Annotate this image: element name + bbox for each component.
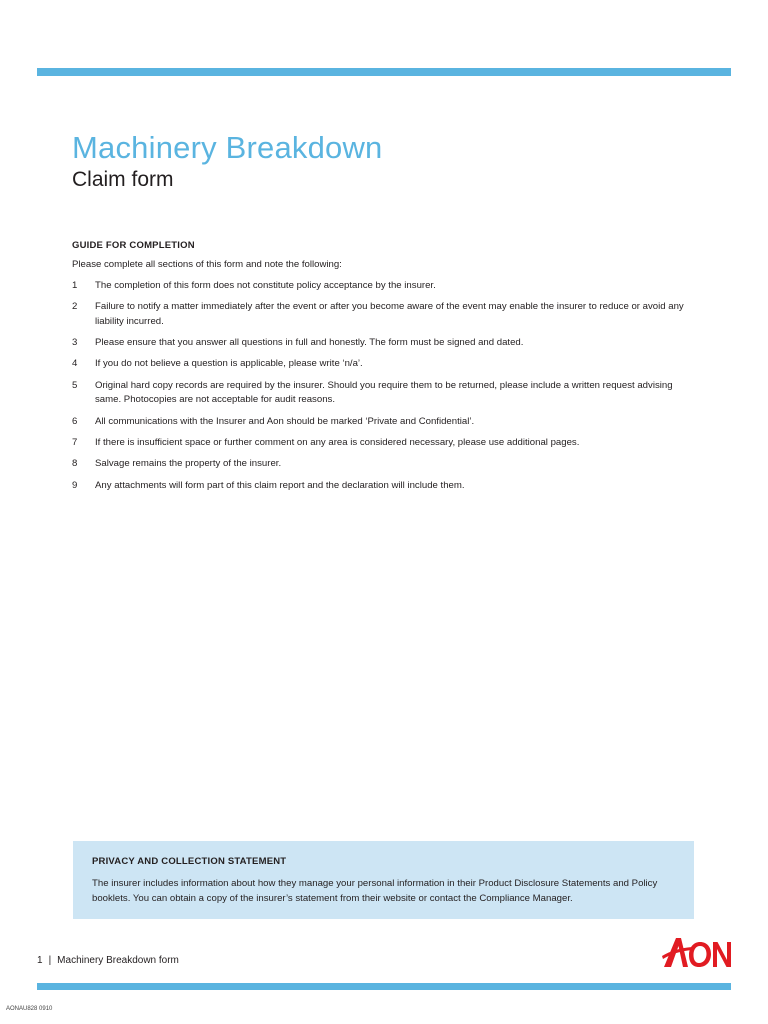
guide-item [72,436,692,450]
footer-separator: | [48,955,52,966]
privacy-heading: PRIVACY AND COLLECTION STATEMENT [92,856,287,867]
document-reference: AONAU828 0910 [6,1006,53,1012]
footer-doc-title: Machinery Breakdown form [57,955,179,966]
guide-item-text: Please ensure that you answer all questions in full and honestly. The form must be signed and dated. [95,337,524,349]
bottom-accent-bar [37,983,731,990]
privacy-text: The insurer includes information about how they manage your personal information in their Product Disclosure Statements and Policy booklets. You can obtain a copy of the insurer’s statement from their website or contact the Compliance Manager. [92,878,658,904]
guide-item [72,357,692,371]
guide-item [72,279,692,293]
page-subtitle: Claim form [72,168,174,191]
guide-item [72,479,692,493]
guide-item-text: All communications with the Insurer and Aon should be marked ‘Private and Confidential’. [95,415,475,427]
guide-item-number: 5 [72,379,78,391]
guide-item [72,415,692,429]
guide-item-text: If there is insufficient space or further comment on any area is considered necessary, please use additional pages. [95,437,580,449]
guide-heading: GUIDE FOR COMPLETION [72,240,195,251]
guide-intro: Please complete all sections of this form and note the following: [72,259,342,271]
guide-item-text: Original hard copy records are required by the insurer. Should you require them to be returned, please include a written request advising same. Photocopies are not acceptable for audit reasons. [95,379,673,406]
guide-list [72,279,692,493]
page-footer [37,955,179,966]
guide-item-number: 4 [72,358,78,370]
privacy-statement-box [73,841,694,919]
top-accent-bar [37,68,731,76]
guide-item-number: 3 [72,337,78,349]
guide-item-number: 8 [72,458,78,470]
page-number: 1 [37,955,43,966]
aon-logo [662,934,732,968]
guide-item [72,379,692,408]
guide-item [72,336,692,350]
guide-item-text: Failure to notify a matter immediately after the event or after you become aware of the event may enable the insurer to reduce or avoid any liability incurred. [95,301,684,327]
guide-item-number: 2 [72,301,78,313]
guide-item-number: 7 [72,437,78,449]
guide-section [72,239,692,500]
page-title: Machinery Breakdown [72,130,383,165]
guide-item [72,300,692,329]
guide-item-number: 9 [72,479,78,491]
guide-item-number: 1 [72,279,78,291]
guide-item-text: If you do not believe a question is applicable, please write ‘n/a’. [95,358,363,370]
guide-item-number: 6 [72,415,78,427]
guide-item [72,457,692,471]
guide-item-text: Any attachments will form part of this claim report and the declaration will include them. [95,479,465,491]
guide-item-text: The completion of this form does not constitute policy acceptance by the insurer. [95,279,436,291]
guide-item-text: Salvage remains the property of the insurer. [95,458,282,470]
